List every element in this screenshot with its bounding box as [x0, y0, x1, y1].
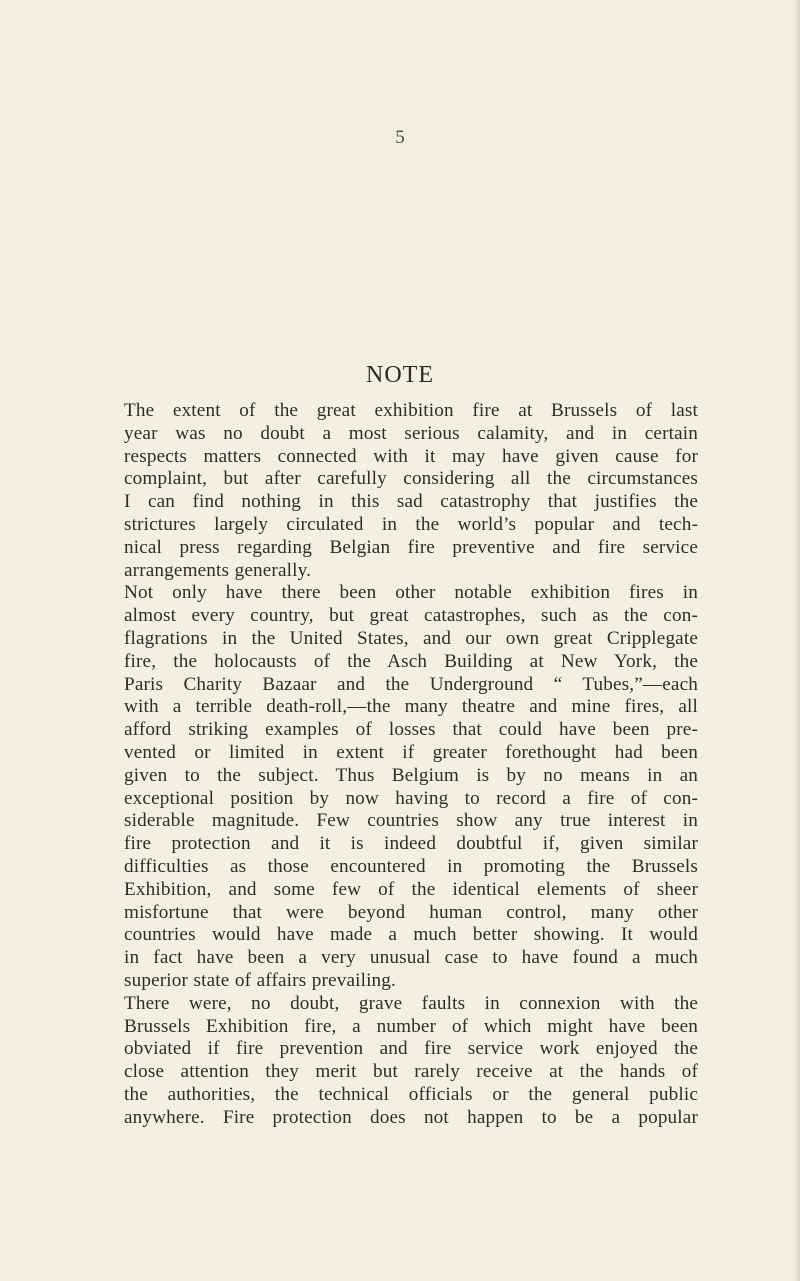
text-line: with a terrible death-roll,—the many theatre and mine fires, all [124, 696, 698, 718]
paragraph-2 [124, 582, 698, 992]
text-line: superior state of affairs prevailing. [124, 969, 396, 991]
text-line: afford striking examples of losses that could have been pre- [124, 719, 698, 741]
text-line: There were, no doubt, grave faults in connexion with the [124, 992, 698, 1014]
text-line: given to the subject. Thus Belgium is by no means in an [124, 764, 698, 786]
text-line: Brussels Exhibition fire, a number of which might have been [124, 1015, 698, 1037]
text-line: The extent of the great exhibition fire at Brussels of last [124, 400, 698, 421]
text-line: fire protection and it is indeed doubtful if, given similar [124, 833, 698, 855]
page-title: NOTE [366, 362, 434, 388]
text-line: nical press regarding Belgian fire preventive and fire service [124, 536, 698, 558]
text-line: the authorities, the technical officials or the general public [124, 1083, 698, 1105]
text-line: Exhibition, and some few of the identical elements of sheer [124, 878, 698, 900]
text-line: anywhere. Fire protection does not happen to be a popular [124, 1106, 698, 1128]
page-edge-shadow [794, 0, 800, 1281]
text-line: exceptional position by now having to record a fire of con- [124, 787, 698, 809]
paragraph-1 [124, 400, 698, 582]
text-line: Not only have there been other notable exhibition fires in [124, 582, 698, 604]
text-line: Paris Charity Bazaar and the Underground “ Tubes,”—each [124, 673, 698, 695]
text-line: flagrations in the United States, and our own great Cripplegate [124, 627, 698, 649]
text-line: year was no doubt a most serious calamity, and in certain [124, 422, 698, 444]
text-line: strictures largely circulated in the world’s popular and tech- [124, 513, 698, 535]
text-line: I can find nothing in this sad catastrophy that justifies the [124, 491, 698, 513]
text-line: obviated if fire prevention and fire service work enjoyed the [124, 1038, 698, 1060]
text-line: close attention they merit but rarely receive at the hands of [124, 1061, 698, 1083]
page-number: 5 [395, 127, 405, 148]
text-line: respects matters connected with it may have given cause for [124, 445, 698, 467]
paragraph-3 [124, 993, 698, 1130]
text-line: siderable magnitude. Few countries show any true interest in [124, 810, 698, 832]
note-body [124, 400, 698, 1130]
text-line: difficulties as those encountered in promoting the Brussels [124, 855, 698, 877]
text-line: countries would have made a much better showing. It would [124, 924, 698, 946]
text-line: fire, the holocausts of the Asch Building at New York, the [124, 650, 698, 672]
text-line: misfortune that were beyond human control, many other [124, 901, 698, 923]
text-line: vented or limited in extent if greater forethought had been [124, 741, 698, 763]
text-line: almost every country, but great catastrophes, such as the con- [124, 605, 698, 627]
text-line: complaint, but after carefully considering all the circumstances [124, 468, 698, 490]
text-line: arrangements generally. [124, 559, 312, 581]
text-line: in fact have been a very unusual case to have found a much [124, 947, 698, 969]
